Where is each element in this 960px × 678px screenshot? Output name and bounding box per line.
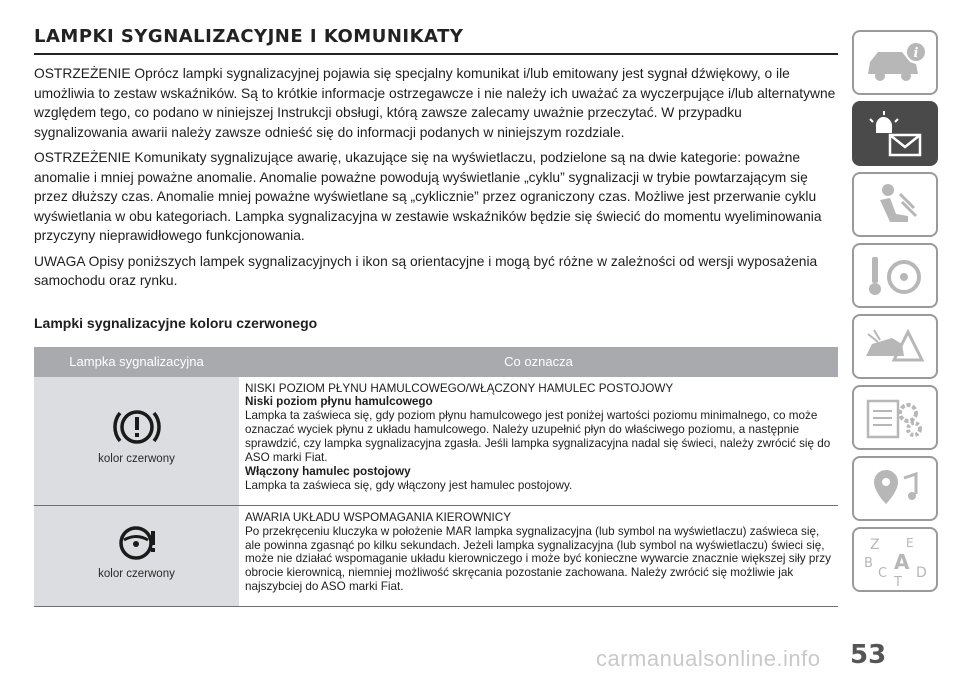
tab-multimedia[interactable] [852, 456, 938, 521]
lamp-subtitle: Włączony hamulec postojowy [245, 464, 411, 478]
table-header-row [34, 347, 838, 377]
svg-text:D: D [916, 564, 927, 581]
table-row [34, 377, 838, 506]
lamp-title: NISKI POZIOM PŁYNU HAMULCOWEGO/WŁĄCZONY HAMULEC POSTOJOWY [245, 381, 674, 395]
svg-text:i: i [913, 45, 919, 61]
description-cell [239, 505, 838, 606]
multimedia-navigation-icon [860, 464, 930, 514]
tab-maintenance[interactable] [852, 385, 938, 450]
lamp-cell [34, 505, 239, 606]
brake-warning-icon [112, 403, 162, 451]
lamp-title: AWARIA UKŁADU WSPOMAGANIA KIEROWNICY [245, 510, 512, 524]
note-paragraph: UWAGA Opisy poniższych lampek sygnalizacyjnych i ikon są orientacyjne i mogą być różne w zależności od wersji wyposażenia samochodu oraz rynku. [34, 253, 818, 288]
page-title: LAMPKI SYGNALIZACYJNE I KOMUNIKATY [34, 26, 838, 55]
page-number: 53 [850, 640, 887, 670]
warning-lights-table [34, 347, 838, 608]
page-content [34, 26, 838, 607]
svg-text:A: A [894, 549, 910, 574]
chapter-sidebar [852, 30, 938, 598]
description-cell [239, 377, 838, 506]
svg-text:B: B [864, 555, 873, 571]
lamp-description: Lampka ta zaświeca się, gdy włączony jest hamulec postojowy. [245, 478, 573, 492]
lamp-color-label: kolor czerwony [98, 567, 175, 580]
svg-text:T: T [894, 574, 902, 587]
tab-starting-driving[interactable] [852, 243, 938, 308]
lamp-description: Lampka ta zaświeca się, gdy poziom płynu hamulcowego jest poniżej wartości poziomu minimalnego, co może oznaczać wyciek płynu z układu hamulcowego. Należy uzupełnić płyn do właściwego poziomu, a następnie sprawdzić, czy lampka sygnalizacyjna zgasła. Jeśli lampka sygnalizacyjna nadal się świeci, należy zwrócić się do ASO marki Fiat. [245, 409, 831, 465]
lamp-description: Po przekręceniu kluczyka w położenie MAR lampka sygnalizacyjna (lub symbol na wyświetlaczu) zaświeca się, ale powinna zgasnąć po kilku sekundach. Jeżeli lampka sygnalizacyjna (lub symbol na wyświetlaczu) świeci się, może nie działać wspomaganie układu kierowniczego i może być konieczne wywarcie znacznie większej siły przy obrocie kierownicą, niemniej możliwość skręcania pozostanie zachowana. Należy zwrócić się możliwie jak najszybciej do ASO marki Fiat. [245, 524, 831, 594]
section-subheading: Lampki sygnalizacyjne koloru czerwonego [34, 314, 318, 331]
key-steering-wheel-icon [860, 251, 930, 301]
index-letters-icon [860, 533, 930, 587]
lamp-subtitle: Niski poziom płynu hamulcowego [245, 395, 433, 409]
warning-paragraph-1: OSTRZEŻENIE Oprócz lampki sygnalizacyjnej pojawia się specjalny komunikat i/lub emitowany jest sygnał dźwiękowy, o ile umożliwia to zestaw wskaźników. Są to krótkie informacje ostrzegawcze i nie należy ich uważać za wyczerpujące i/lub alternatywne względem tego, co podano w niniejszej Instrukcji obsługi, którą zawsze zalecamy uważnie przeczytać. W przypadku sygnalizowania awarii należy zawsze odnieść się do informacji podanych w niniejszym rozdziale. [34, 66, 836, 140]
watermark: carmanualsonline.info [596, 646, 821, 671]
maintenance-gears-icon [860, 393, 930, 443]
car-info-icon [860, 38, 930, 88]
car-emergency-icon [860, 322, 930, 372]
tab-warning-lights[interactable] [852, 101, 938, 166]
tab-emergency[interactable] [852, 314, 938, 379]
tab-safety[interactable] [852, 172, 938, 237]
lamp-cell [34, 377, 239, 506]
svg-text:Z: Z [870, 536, 880, 553]
header-lamp: Lampka sygnalizacyjna [34, 347, 239, 377]
svg-text:C: C [878, 565, 888, 581]
seat-airbag-icon [860, 180, 930, 230]
warning-paragraph-2: OSTRZEŻENIE Komunikaty sygnalizujące awarię, ukazujące się na wyświetlaczu, podzielone są na dwie kategorie: poważne anomalie i mniej poważne anomalie. Anomalie poważne powodują wyświetlanie „cyklu” sygnalizacji w trybie powtarzającym się przez dłuższy czas. Anomalie mniej poważne wyświetlane są „cyklicznie” przez ograniczony czas. Możliwe jest przerwanie cyklu wyświetlania w obu kategoriach. Lampka sygnalizacyjna w zestawie wskaźników będzie się świecić do momentu wyeliminowania przyczyny nieprawidłowego funkcjonowania. [34, 150, 822, 243]
tab-index[interactable] [852, 527, 938, 592]
header-meaning: Co oznacza [239, 347, 838, 377]
tab-car-info[interactable] [852, 30, 938, 95]
lamp-color-label: kolor czerwony [98, 452, 175, 465]
power-steering-warning-icon [112, 520, 162, 566]
warning-lights-message-icon [860, 109, 930, 159]
table-row [34, 505, 838, 606]
svg-text:E: E [906, 535, 914, 550]
